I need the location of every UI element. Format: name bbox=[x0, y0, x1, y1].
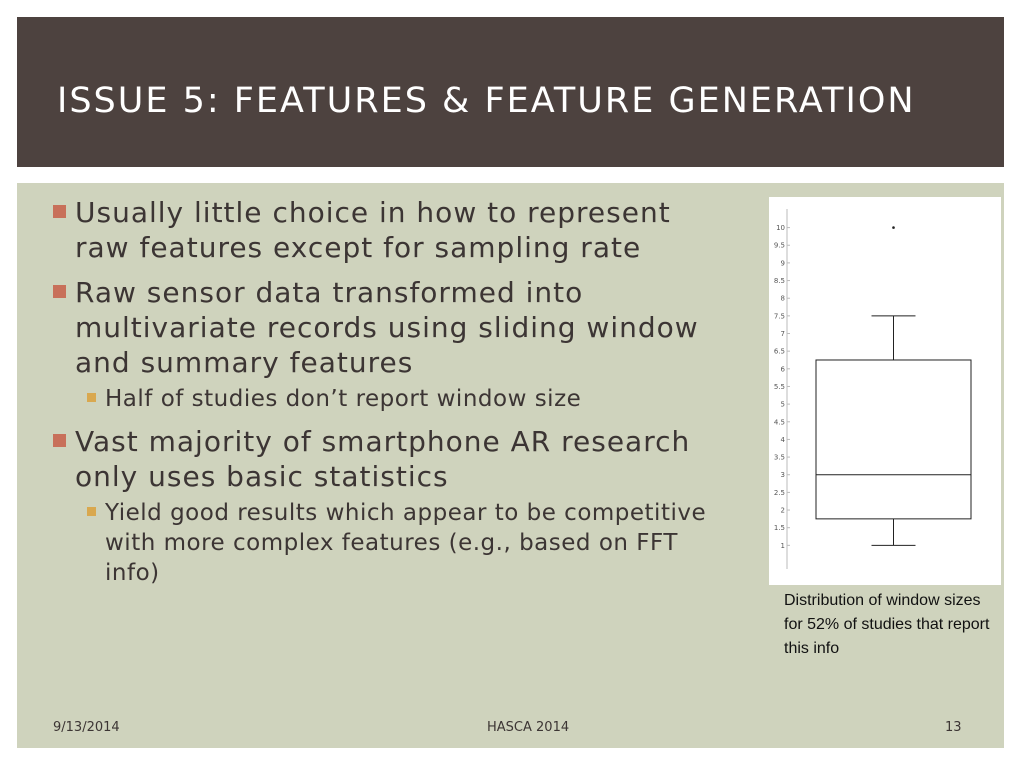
y-tick-label: 4 bbox=[780, 435, 785, 444]
y-tick-label: 8.5 bbox=[773, 277, 785, 286]
y-tick-label: 1.5 bbox=[773, 524, 785, 533]
bullet-item: Vast majority of smartphone AR research only uses basic statistics bbox=[47, 424, 707, 494]
sub-bullet-item: Yield good results which appear to be competitive with more complex features (e.g., based on FFT info) bbox=[47, 498, 707, 588]
content-area bbox=[17, 183, 1004, 748]
y-tick-label: 7 bbox=[780, 330, 785, 339]
y-tick-label: 9 bbox=[780, 259, 785, 268]
footer-date: 9/13/2014 bbox=[53, 720, 120, 735]
boxplot-chart bbox=[769, 197, 1001, 585]
sub-bullet-item: Half of studies don’t report window size bbox=[47, 384, 707, 414]
chart-caption: Distribution of window sizes for 52% of studies that report this info bbox=[784, 592, 990, 657]
y-tick-label: 4.5 bbox=[773, 418, 785, 427]
bullet-item: Usually little choice in how to represent raw features except for sampling rate bbox=[47, 195, 707, 265]
y-tick-label: 10 bbox=[776, 224, 785, 233]
y-tick-label: 9.5 bbox=[773, 241, 785, 250]
y-tick-label: 5.5 bbox=[773, 382, 785, 391]
y-tick-label: 6 bbox=[780, 365, 785, 374]
y-tick-label: 6.5 bbox=[773, 347, 785, 356]
bullet-list bbox=[47, 195, 707, 598]
y-tick-label: 2.5 bbox=[773, 488, 785, 497]
y-tick-label: 3.5 bbox=[773, 453, 785, 462]
outlier-point bbox=[892, 226, 895, 229]
slide-title: ISSUE 5: FEATURES & FEATURE GENERATION bbox=[57, 81, 916, 121]
slide-number: 13 bbox=[945, 720, 962, 735]
y-tick-label: 8 bbox=[780, 294, 785, 303]
y-tick-label: 3 bbox=[780, 471, 785, 480]
title-bar bbox=[17, 17, 1004, 167]
y-tick-label: 1 bbox=[780, 541, 785, 550]
iqr-box bbox=[816, 360, 971, 519]
footer-conference: HASCA 2014 bbox=[487, 720, 570, 735]
bullet-item: Raw sensor data transformed into multivariate records using sliding window and summary features bbox=[47, 275, 707, 380]
y-tick-label: 7.5 bbox=[773, 312, 785, 321]
y-tick-label: 2 bbox=[780, 506, 785, 515]
boxplot-svg bbox=[769, 197, 1001, 585]
y-tick-label: 5 bbox=[780, 400, 785, 409]
